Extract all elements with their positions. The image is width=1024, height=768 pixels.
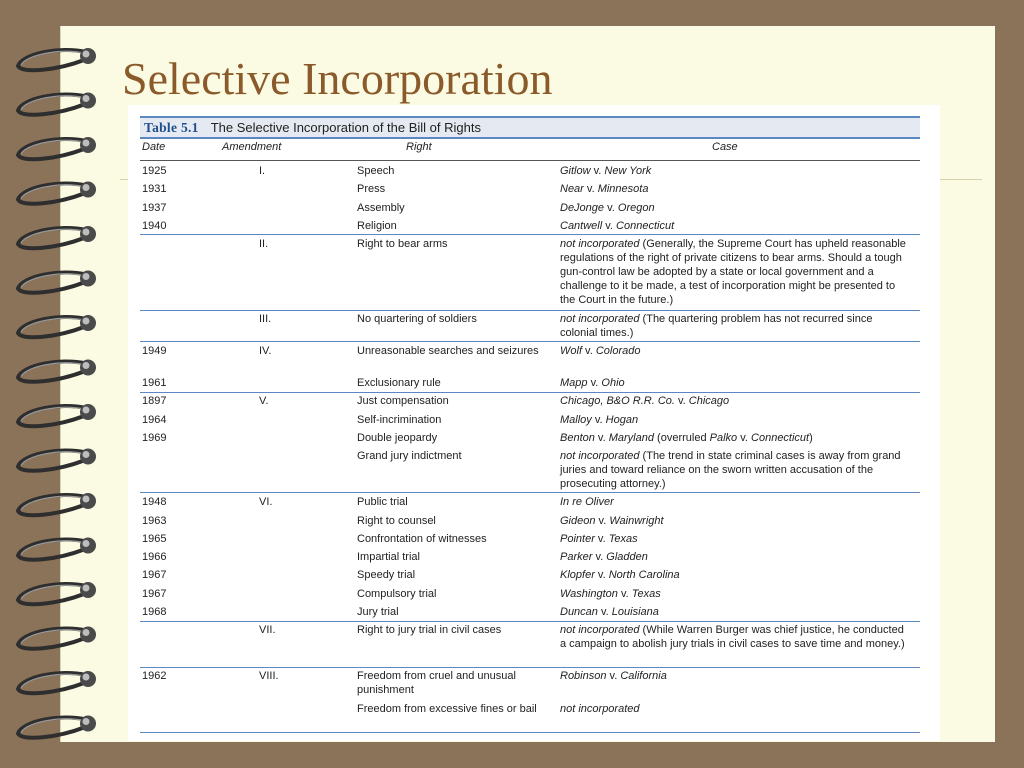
cell-date: 1961 [142,377,167,389]
case-text-segment: v. [737,432,752,444]
case-text-segment: v. [674,395,689,407]
case-text-segment: Maryland [608,432,654,444]
cell-case [560,495,912,509]
case-text-segment: Colorado [595,345,641,357]
case-text-segment: v. [595,515,610,527]
case-text-segment: In re Oliver [560,496,614,508]
header-case: Case [712,141,738,153]
case-text-segment: Texas [631,588,661,600]
case-text-segment: (The trend in state criminal cases is away from grand juries and toward reliance on the sworn written accusation of the prosecuting attorney.) [560,450,901,490]
case-text-segment: Oregon [617,202,655,214]
case-text-segment: not incorporated [560,624,640,636]
case-text-segment: Mapp [560,377,588,389]
cell-right: Freedom from excessive fines or bail [357,703,537,715]
cell-amendment: V. [259,395,269,407]
cell-case [560,413,912,427]
cell-case [560,344,912,358]
case-text-segment: v. [582,345,596,357]
case-text-segment: not incorporated [560,703,640,715]
case-text-segment: v. [592,551,607,563]
case-text-segment: DeJonge [560,202,605,214]
case-text-segment: not incorporated [560,313,640,325]
case-text-segment: Robinson [560,670,607,682]
spiral-ring [18,671,96,693]
table-figure [128,105,940,741]
cell-right: Jury trial [357,606,399,618]
cell-date: 1969 [142,432,167,444]
cell-date: 1962 [142,670,167,682]
cell-date: 1940 [142,220,167,232]
case-text-segment: Hogan [605,414,639,426]
case-text-segment: Malloy [560,414,592,426]
spiral-binding [0,0,110,768]
case-text-segment: New York [604,165,652,177]
cell-right: Grand jury indictment [357,450,462,462]
table-title: The Selective Incorporation of the Bill of Rights [210,120,481,135]
case-text-segment: (The quartering problem has not recurred since colonial times.) [560,313,873,339]
header-right: Right [406,141,432,153]
spiral-ring [18,315,96,337]
case-text-segment: Klopfer [560,569,595,581]
cell-date: 1937 [142,202,167,214]
group-divider [140,621,920,622]
cell-case [560,514,912,528]
cell-right: Speedy trial [357,569,416,581]
case-text-segment: Benton [560,432,595,444]
cell-amendment: II. [259,238,269,250]
case-text-segment: v. [604,202,618,214]
cell-right: Compulsory trial [357,588,437,600]
case-text-segment: v. [594,432,609,444]
group-divider [140,392,920,393]
cell-right: Speech [357,165,395,177]
case-text-segment: Connecticut [751,432,810,444]
cell-date: 1925 [142,165,167,177]
cell-right: Right to bear arms [357,238,448,250]
case-text-segment: Wainwright [609,515,664,527]
case-text-segment: Gitlow [560,165,591,177]
cell-case [560,376,912,390]
cell-right: Right to counsel [357,515,436,527]
case-text-segment: Gladden [606,551,648,563]
header-amendment: Amendment [222,141,282,153]
spiral-ring [18,360,96,382]
spiral-ring [18,271,96,293]
cell-case [560,605,912,619]
cell-right: Just compensation [357,395,449,407]
cell-date: 1968 [142,606,167,618]
case-text-segment: Louisiana [611,606,659,618]
cell-date: 1966 [142,551,167,563]
spiral-ring [18,716,96,738]
spiral-ring [18,493,96,515]
header-date: Date [142,141,166,153]
case-text-segment: California [620,670,667,682]
cell-amendment: VI. [259,496,273,508]
cell-right: Religion [357,220,397,232]
cell-right: Confrontation of witnesses [357,533,487,545]
group-divider [140,492,920,493]
cell-right: Unreasonable searches and seizures [357,345,539,357]
case-text-segment: v. [591,414,606,426]
cell-date: 1948 [142,496,167,508]
case-text-segment: ) [809,432,813,444]
case-text-segment: Wolf [560,345,582,357]
case-text-segment: v. [617,588,632,600]
case-text-segment: Washington [560,588,618,600]
cell-right: Press [357,183,386,195]
spiral-ring [18,449,96,471]
cell-right: Right to jury trial in civil cases [357,624,502,636]
cell-right: Double jeopardy [357,432,438,444]
cell-amendment: III. [259,313,272,325]
spiral-ring [18,182,96,204]
cell-right: No quartering of soldiers [357,313,477,325]
cell-amendment: IV. [259,345,272,357]
cell-case [560,312,912,340]
cell-case [560,431,912,445]
group-divider [140,310,920,311]
case-text-segment: Chicago [688,395,730,407]
cell-date: 1967 [142,569,167,581]
cell-date: 1967 [142,588,167,600]
cell-case [560,623,912,651]
header-rule [140,160,920,161]
cell-right: Assembly [357,202,405,214]
case-text-segment: Duncan [560,606,598,618]
cell-case [560,587,912,601]
cell-case [560,449,912,491]
cell-amendment: VII. [259,624,276,636]
case-text-segment: Gideon [560,515,596,527]
case-text-segment: Near [560,183,584,195]
case-text-segment: (overruled [653,432,710,444]
cell-date: 1964 [142,414,167,426]
spiral-ring [18,582,96,604]
cell-case [560,669,912,683]
group-divider [140,341,920,342]
cell-right: Self-incrimination [357,414,442,426]
cell-date: 1949 [142,345,167,357]
case-text-segment: v. [587,377,602,389]
cell-date: 1965 [142,533,167,545]
cell-amendment: I. [259,165,266,177]
cell-date: 1931 [142,183,167,195]
spiral-ring [18,226,96,248]
case-text-segment: Chicago, B&O R.R. Co. [560,395,675,407]
case-text-segment: Connecticut [616,220,675,232]
cell-date: 1897 [142,395,167,407]
cell-case [560,532,912,546]
spiral-ring [18,627,96,649]
case-text-segment: (Generally, the Supreme Court has upheld reasonable regulations of the right of private citizens to bear arms. Should a tough gun-control law be adopted by a state or local government and a challenge to it be made, a test of incorporation might be presented to the Court in the future.) [560,238,906,306]
case-text-segment: v. [583,183,598,195]
spiral-ring [18,48,96,70]
cell-right: Impartial trial [357,551,420,563]
spiral-ring [18,538,96,560]
spiral-ring [18,137,96,159]
cell-case [560,201,912,215]
case-text-segment: Texas [608,533,638,545]
cell-case [560,237,912,307]
cell-case [560,550,912,564]
cell-amendment: VIII. [259,670,279,682]
case-text-segment: not incorporated [560,238,640,250]
slide-title: Selective Incorporation [122,53,553,104]
table-caption [140,116,920,139]
case-text-segment: v. [606,670,621,682]
case-text-segment: Pointer [560,533,595,545]
case-text-segment: Minnesota [597,183,649,195]
group-divider [140,732,920,733]
cell-case [560,219,912,233]
case-text-segment: North Carolina [608,569,680,581]
cell-right: Public trial [357,496,408,508]
case-text-segment: Parker [560,551,593,563]
case-text-segment: Cantwell [560,220,603,232]
cell-date: 1963 [142,515,167,527]
case-text-segment: v. [602,220,617,232]
case-text-segment: v. [597,606,612,618]
cell-case [560,182,912,196]
cell-case [560,164,912,178]
cell-right: Exclusionary rule [357,377,441,389]
spiral-ring [18,93,96,115]
case-text-segment: v. [594,569,609,581]
case-text-segment: (While Warren Burger was chief justice, he conducted a campaign to abolish jury trials in civil cases to save time and money.) [560,624,905,650]
cell-case [560,568,912,582]
table-label: Table 5.1 [144,120,199,135]
case-text-segment: v. [594,533,609,545]
group-divider [140,234,920,235]
case-text-segment: not incorporated [560,450,640,462]
group-divider [140,667,920,668]
case-text-segment: v. [590,165,605,177]
case-text-segment: Palko [709,432,738,444]
cell-right: Freedom from cruel and unusual punishment [357,670,516,696]
cell-case [560,702,912,716]
spiral-ring [18,404,96,426]
cell-case [560,394,912,408]
case-text-segment: Ohio [601,377,625,389]
